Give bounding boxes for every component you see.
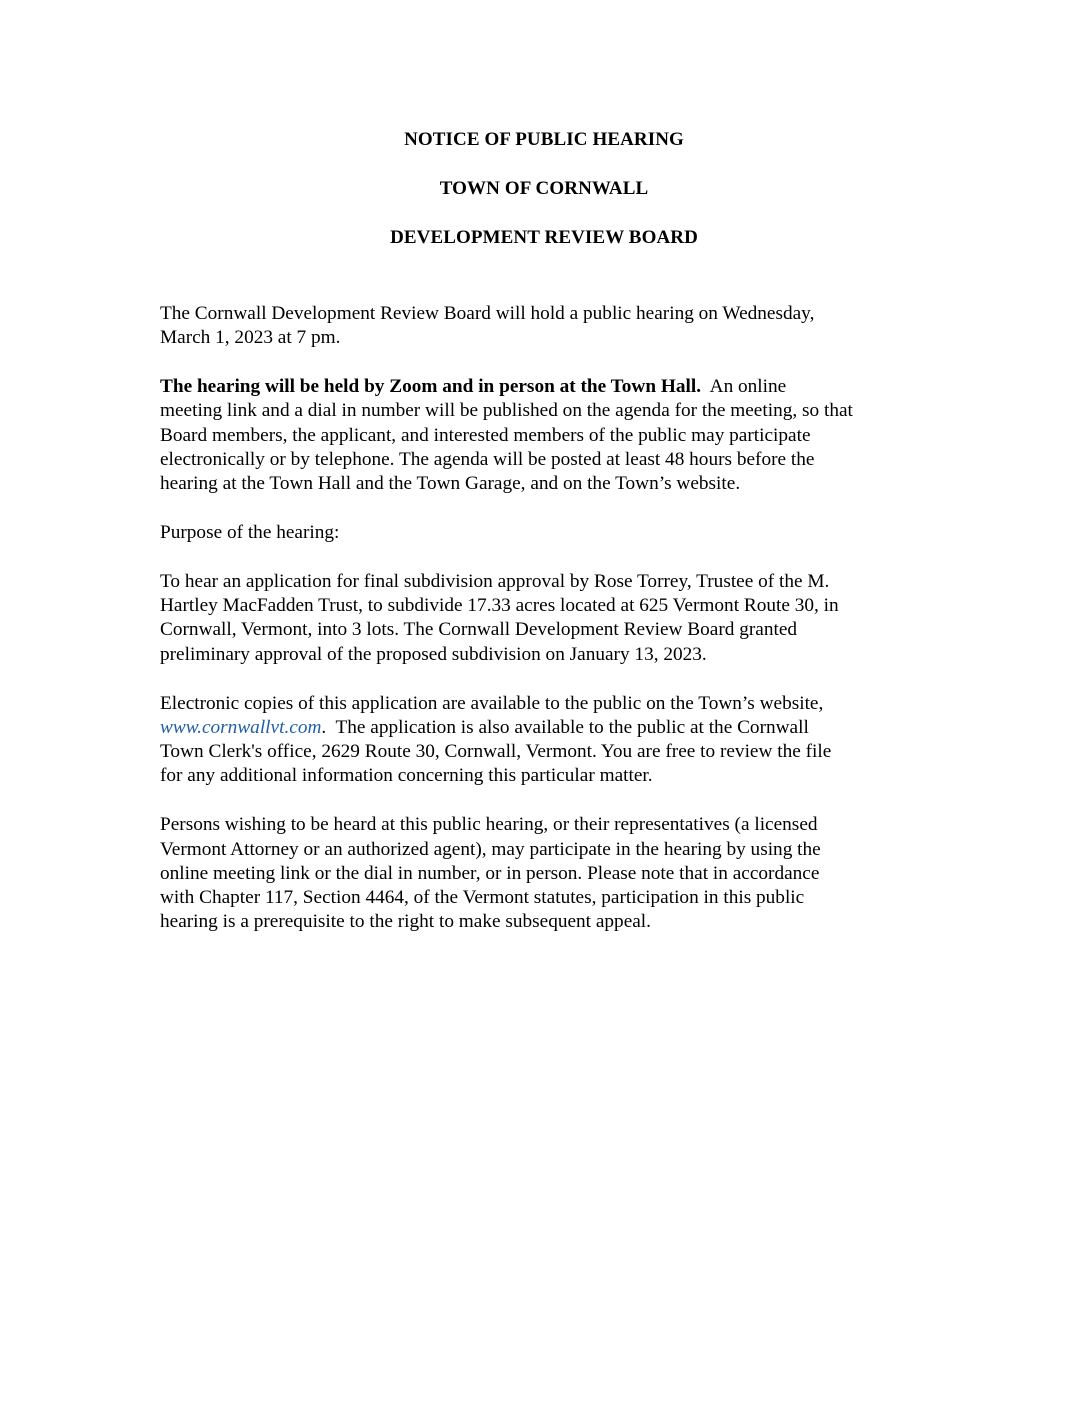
hearing-format-emphasis: The hearing will be held by Zoom and in person at the Town Hall. xyxy=(160,376,702,398)
paragraph-line xyxy=(160,375,940,399)
paragraph-electronic-copies xyxy=(160,692,940,789)
paragraph-line: The Cornwall Development Review Board will hold a public hearing on Wednesday, xyxy=(160,303,815,324)
notice-body xyxy=(160,302,940,935)
paragraph-line xyxy=(160,716,940,740)
paragraph-line: Persons wishing to be heard at this public hearing, or their representatives (a licensed xyxy=(160,814,818,836)
paragraph-line: for any additional information concerning this particular matter. xyxy=(160,765,653,787)
paragraph-participation xyxy=(160,813,940,934)
paragraph-line: hearing is a prerequisite to the right to make subsequent appeal. xyxy=(160,911,651,933)
paragraph-line: Cornwall, Vermont, into 3 lots. The Cornwall Development Review Board granted xyxy=(160,619,798,641)
paragraph-line: Town Clerk's office, 2629 Route 30, Cornwall, Vermont. You are free to review the file xyxy=(160,741,832,763)
paragraph-line: meeting link and a dial in number will be published on the agenda for the meeting, so that xyxy=(160,400,853,422)
paragraph-line: March 1, 2023 at 7 pm. xyxy=(160,327,341,349)
paragraph-line: electronically or by telephone. The agenda will be posted at least 48 hours before the xyxy=(160,448,815,470)
paragraph-purpose-label xyxy=(160,521,940,545)
paragraph-line: preliminary approval of the proposed subdivision on January 13, 2023. xyxy=(160,643,707,665)
paragraph-spacer xyxy=(160,497,940,522)
paragraph-line-rest: . The application is also available to the public at the Cornwall xyxy=(321,716,809,738)
paragraph-spacer xyxy=(160,545,940,570)
paragraph-spacer xyxy=(160,789,940,814)
paragraph-hearing-format xyxy=(160,375,940,496)
paragraph-line: Board members, the applicant, and interested members of the public may participate xyxy=(160,424,811,446)
town-name-heading: TOWN OF CORNWALL xyxy=(439,178,649,199)
paragraph-hearing-date xyxy=(160,302,940,351)
paragraph-line: Vermont Attorney or an authorized agent), may participate in the hearing by using the xyxy=(160,838,821,860)
paragraph-spacer xyxy=(160,351,940,376)
notice-title: NOTICE OF PUBLIC HEARING xyxy=(404,129,684,150)
paragraph-line: with Chapter 117, Section 4464, of the Vermont statutes, participation in this public xyxy=(160,887,805,909)
board-name-heading: DEVELOPMENT REVIEW BOARD xyxy=(390,227,698,248)
paragraph-line: To hear an application for final subdivision approval by Rose Torrey, Trustee of the M. xyxy=(160,570,830,592)
paragraph-line: online meeting link or the dial in number, or in person. Please note that in accordance xyxy=(160,862,820,884)
paragraph-line: Purpose of the hearing: xyxy=(160,522,340,544)
paragraph-line: Hartley MacFadden Trust, to subdivide 17.33 acres located at 625 Vermont Route 30, in xyxy=(160,595,839,617)
paragraph-application xyxy=(160,570,940,667)
paragraph-line: hearing at the Town Hall and the Town Garage, and on the Town’s website. xyxy=(160,473,741,495)
town-website-link[interactable]: www.cornwallvt.com xyxy=(160,716,322,738)
paragraph-line-rest: An online xyxy=(701,376,787,398)
notice-headings xyxy=(0,128,1088,275)
paragraph-spacer xyxy=(160,667,940,692)
paragraph-line: Electronic copies of this application are available to the public on the Town’s website, xyxy=(160,692,824,714)
